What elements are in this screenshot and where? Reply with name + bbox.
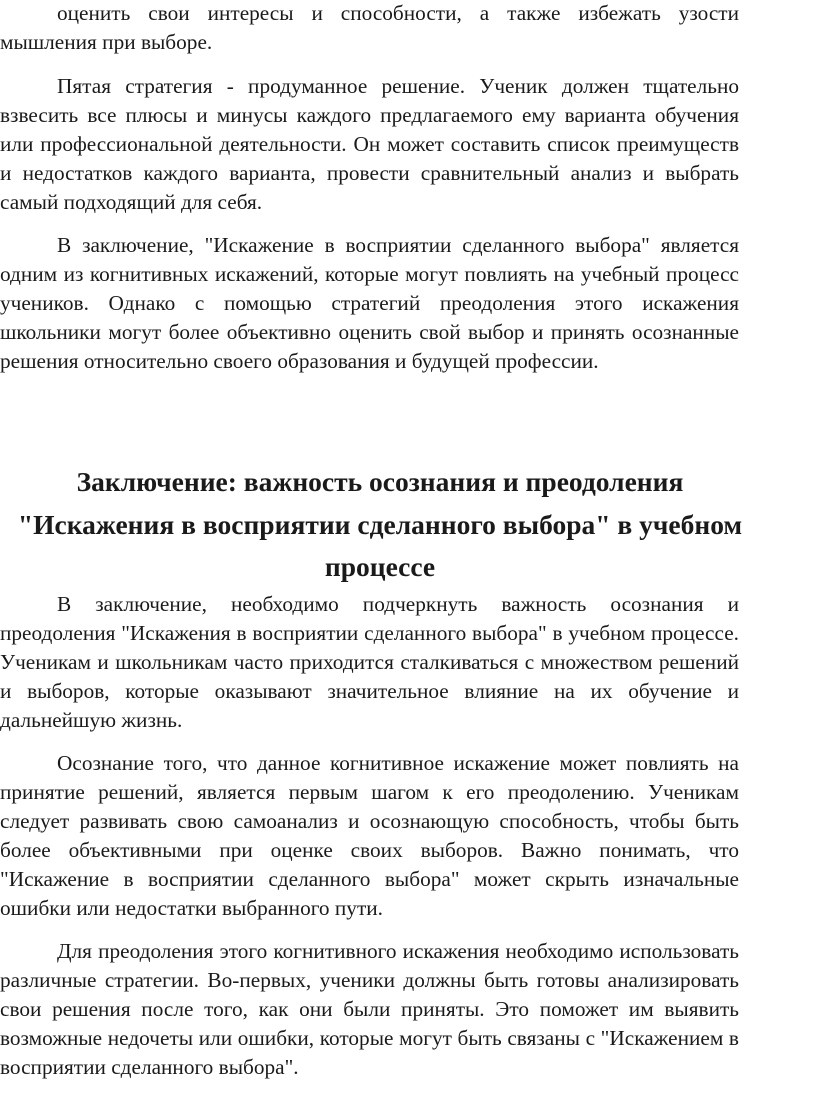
paragraph-importance: В заключение, необходимо подчеркнуть важность осознания и преодоления "Искажения в восприятии сделанного выбора" в учебном процессе. Ученикам и школьникам часто приходится сталкиваться с множеством решений и выборов, которые оказывают значительное влияние на их обучение и дальнейшую жизнь. [0,592,739,732]
section-heading: Заключение: важность осознания и преодоления "Искажения в восприятии сделанного выбора" в учебном процессе [17,466,743,582]
paragraph-fifth-strategy: Пятая стратегия - продуманное решение. Ученик должен тщательно взвесить все плюсы и минусы каждого предлагаемого ему варианта обучения или профессиональной деятельности. Он может составить список преимуществ и недостатков каждого варианта, провести сравнительный анализ и выбрать самый подходящий для себя. [0,74,739,214]
paragraph-strategies: Для преодоления этого когнитивного искажения необходимо использовать различные стратегии. Во-первых, ученики должны быть готовы анализировать свои решения после того, как они были приняты. Это поможет им выявить возможные недочеты или ошибки, которые могут быть связаны с "Искажением в восприятии сделанного выбора". [0,939,739,1079]
paragraph-conclusion-intro: В заключение, "Искажение в восприятии сделанного выбора" является одним из когнитивных искажений, которые могут повлиять на учебный процесс учеников. Однако с помощью стратегий преодоления этого искажения школьники могут более объективно оценить свой выбор и принять осознанные решения относительно своего образования и будущей профессии. [0,233,739,373]
paragraph-continuation: оценить свои интересы и способности, а также избежать узости мышления при выборе. [0,1,739,54]
paragraph-awareness: Осознание того, что данное когнитивное искажение может повлиять на принятие решений, является первым шагом к его преодолению. Ученикам следует развивать свою самоанализ и осознающую способность, чтобы быть более объективными при оценке своих выборов. Важно понимать, что "Искажение в восприятии сделанного выбора" может скрыть изначальные ошибки или недостатки выбранного пути. [0,751,739,920]
